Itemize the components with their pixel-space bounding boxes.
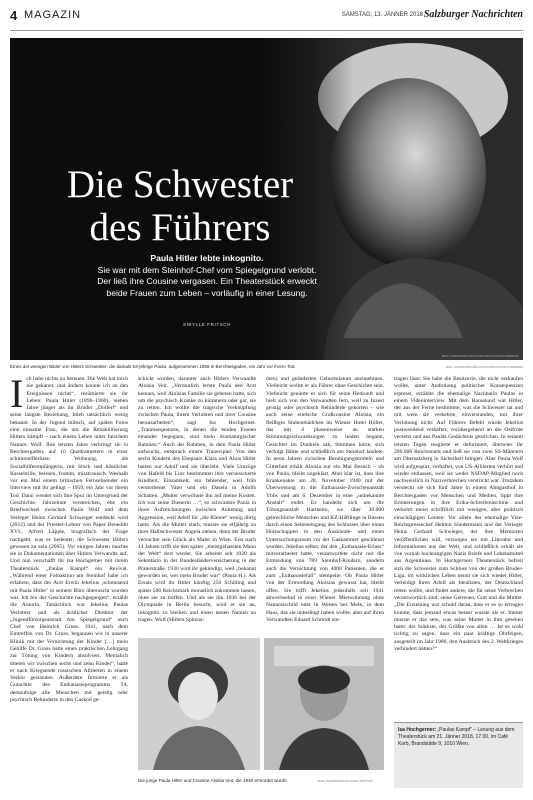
hero-photo-credit: BILD: SN/PRIVATE ARCHIVE/TOPFOTO/PICTUREDESK [441, 354, 519, 358]
column-2-text: schickt wurden, darunter auch Hitlers Verwandte Aloisia Veit. „Vermutlich lernte Paula den Arzt kennen, weil Aloisias Familie sie gebeten hatte, sich um die psychisch Kranke zu kümmern oder gar, sie zu retten. Ich wollte die tragische Verknüpfung zwischen Paula, ihrem Verlobten und ihrer Cousine herausarbeiten“, sagt Isa Hochgerner. „Traumsequenzen, in denen die beiden Frauen einander begegnen, sind mein dramaturgischer Rahmen.“ Auch der Rahmen, in dem Paula Hitler aufwuchs, entsprach einem Trauerspiel: Von den sechs Kindern des Ehepaars Klara und Alois Hitler hatten nur Adolf und sie überlebt. Viele Umzüge von Hafeld bis Linz bestimmten ihre verunsicherte Kindheit, Einsamkeit, ein fehlender, weil früh verstorbener Vater und ein Dasein in Adolfs Schatten. „Mutter verwöhnte ihn auf meine Kosten. Ich war seine Dienerin …“, so schwankte Paula in ihren Aufzeichnungen zwischen Anbetung und Aggression, weil Adolf für „die Kleine“ wenig übrig hatte. Als die Mutter starb, musste sie elfjährig zu ihrer Halbschwester Angela ziehen, denn der Bruder versuchte sein Glück als Maler in Wien. Erst nach 14 Jahren trifft sie den später „meistgehassten Mann der Welt“ dort wieder. Sie arbeitet seit 1920 als Sekretärin in der Bundesländerversicherung in der Praterstraße. 1930 wird ihr gekündigt, weil „bekannt geworden ist, wer mein Bruder war“ (Paula H.). Als Ersatz wird ihr Hitler künftig 250 Schilling und später 500 Reichsmark monatlich zukommen lassen, ohne sie zu treffen. Und als sie ihn 1936 bei der Olympiade in Berlin besucht, wird er sie an, inkognito zu bleiben und einen neuen Namen zu tragen: Wolf (Hitlers Spitzna- [138, 376, 256, 623]
article-column-2 [138, 376, 256, 632]
section-name: MAGAZIN [24, 9, 82, 21]
top-photo-credit: BILD: SN/PRIVATE ARCHIVE/TOPFOTO/PICTUREDESK [445, 365, 523, 369]
subheadline [92, 253, 322, 299]
column-4-text: tragen lässt. Sie habe die Besitzerin, die nicht verkaufen wollte, unter Androhung politischer Konsequenzen erpresst, erzählte die ehemalige Nachbarin Paulas in einem Videointerview. Mit dem Hausskauf war Hitler, der aus der Ferne bestimmte, was die Schwester tat und mit wem sie verkehrte, einverstanden, mit ihrer Verlobung nicht: Auf Führers Befehl wurde Jekelius postwendend verhaftet, vorübergehend an die Ostfront versetzt und aus Paulas Gedächtnis gestrichen. In seinem letzten Tagen reagierte er deformiert, überwies ihr 200.000 Reichsmark und ließ sie von zwei SS-Männern am Obersalzberg in Sicherheit bringen. Aber Paula Wolf wird aufgespürt, verhaftet, von US-Alliierten verhört und wieder entlassen, weil sie weder NSDAP-Mitglied noch nachweislich in Naziverbrechen verstrickt war. Trotzdem versteckt sie sich fünf Jahre in einem Almgasthof in Berchtesgaden vor Menschen und Medien, tippt ihre Erinnerungen in ihre Erika-Schreibmaschine und verkehrt meist schriftlich mit wenigen, aber politisch einschlägigen Leuten: Vor allem der ehemalige Vize-Reichspressechef Helmut Sündermann und der Verleger Heinz Gerhard Schwieger, der ihre Memoiren veröffentlichen will, versorgen sie mit Literatur und Informationen aus der Welt, und schließlich erhält sie von vornab hochrangigen Nazis Briefe und Lebensmittel aus Argentinien. In Hochgerners Theaterstück befreit sich die Schwester zum Schluss von der großen Bruder-Liga, im wirklichen Leben nennt sie sich wieder Hitler, verteidigt ihren Adolf als Idealisten, der Deutschland retten wollte, und findet andere, die für seine Verbrechen verantwortlich sind: seine Getreuen, Gott und die Mutter. „Die Erziehung war schuld daran, dass er es so ertragen konnte, dass jemand etwas besser wusste als er. Immer musste er das sein, was seine Mutter in ihm gesehen hatte: der Stärkste, der Größte von allen … Ist es wohl richtig zu sagen, dass ein paar kräftige Ohrfeigen, ausgeteilt im Jahr 1900, den Ausbruch des 2. Weltkrieges verhindert hätten?“ [394, 376, 523, 652]
infobox-title: „Paulas Kampf“ [437, 727, 472, 733]
column-3-text: men) und geänderten Geburtsdatum anzunehmen. Vielleicht wollte er als Führer ohne Geschichte sein. Vielleicht genierte er sich für seine Herkunft und hielt sich von den Verwandten fern, weil zu Inzest geistig oder psychisch Behinderte gehörten – wie auch seine eitelsche Großcousine Aloisia, ein fleißiges Stubenmädchen im Wiener Hotel Höller, das mit 4 phasenweise an starken Stimmungsschwankungen zu leiden begann, Gesichter im Dunkeln sah, Stimmen hörte, sich verfolgt fühlte und schließlich am Steinhof landete. In neun Jahren zwischen Beruhigungsmitteln und Gitterbett erhält Aloisia nur ein Mal Besuch – ob von Paula, bleibt ungeklärt. Aber klar ist, dass ihre Krankenakte am 28. November 1940 mit der Überweisung in die Euthanasie-Zwischenanstalt Ybbs und am 6. Dezember in eine „unbekannte Anstalt“ endet. Es handelte sich um die Tötungsanstalt Hartheim, wo über 30.000 gebrechliche Menschen und KZ-Häftlinge in Bussen durch einen Seiteneingang des Schlosses über einen Holzschuppen in den Auskleide- und einen Untersuchungsraum vor der Gaskammer geschleust wurden. Jekelius selbst, der den „Euthanasie-Erlass“ mitverarbeitet hatte, verantwortete nicht nur die Ermordung von 789 Steinhof-Kindern, sondern auch die Vernichtung von 4000 Patienten, die er zum „Euthanasiefall“ stempelte. Ob Paula Hitler von der Ermordung Aloisias gewusst hat, bleibt offen. Sie trifft Jekelius jedenfalls seit 1941 abwechselnd in einer Wiener Mietwohnung ohne Namensschild oder in Weiten bei Melk, in dem Haus, das sie unbedingt haben wollte, aber auf ihren Verwandten Eduard Schmidt ein- [266, 376, 384, 623]
drop-cap: I [10, 376, 24, 416]
photo-caption: Die junge Paula Hitler und Cousine Aloisia Veit, die 1940 ermordet wurde. [138, 778, 288, 783]
event-infobox [394, 722, 523, 788]
bottom-photo-credit: BILD: SN/PRIVATE ARCHIVE, TWITTER [318, 779, 373, 783]
hero-caption: Eines der wenigen Bilder von Hitlers Schwester: die damals 63-jährige Paula, aufgenommen 1959 in Berchtesgaden, ein Jahr vor ihrem Tod. [10, 364, 296, 369]
infobox-label: Isa Hochgerner: [398, 727, 437, 733]
article-column-1 [10, 376, 128, 788]
page-number: 4 [10, 8, 18, 23]
newspaper-logo: Salzburger Nachrichten [423, 9, 523, 20]
author-byline: SIBYLLE FRITSCH [182, 322, 231, 327]
article-column-4 [394, 376, 523, 716]
hero-image [10, 38, 523, 360]
photo-pair [138, 638, 384, 778]
infobox-text: – Lesung aus dem Theaterstück am 21. Jänner 2018, 17.00, im Café Korb, Brandstätte 9, 1010 Wien. [398, 727, 515, 747]
aloisia-veit-photo [264, 638, 384, 770]
headline: Die Schwester des Führers [66, 163, 294, 249]
page-header [10, 8, 523, 31]
subhead-text: Sie war mit dem Steinhof-Chef vom Spiegelgrund verlobt. Der ließ ihre Cousine vergasen. Ein Theaterstück erweckt beide Frauen zum Leben – vorläufig in einer Lesung. [97, 264, 317, 298]
subhead-bold: Paula Hitler lebte inkognito. [150, 253, 264, 263]
article-column-3 [266, 376, 384, 632]
column-1-text: ch habe nichts zu bereuen. Die Welt hat mich nie gekannt, und ändern konnte ich an den Ereignissen nichts“, resümierte sie ihr Leben: Paula Hitler (1896–1960), sieben Jahre jünger als ihr Bruder „Dolferl“ und seine längste Beziehung, blieb tatsächlich wenig bekannt. In der Jugend hübsch, auf späten Fotos eine einsame Frau, die um die Rehabilitierung Hitlers kämpft – nach einem Leben unter falschem Namen: Wolf. Ihre letzten Jahre verbringt sie in Berchtesgaden, auf 16 Quadratmetern in einer schimmelfleckten Wohnung, als Sozialhilfeempfängerin, mit Stock und hässlicher Kassebrille, belesen, fromm, misstrauisch. Weshalb vor ein Mal einem britischen Fernsehsender ein Interview mit ihr gelingt – 1959, ein Jahr vor ihrem Tod. Dann wendet sich ihre Spur im Untergrund der Geschichte. Jahrzehnte verstreichen, ehe ein Briefwechsel zwischen Paula Wolf und dem Verleger Heinz Gerhard Schwieger entdeckt wird (2012) und der Priester-Lehrer von Paper Benedikt XVI., Alfred Läpple, biografisch der Frage nachgeht, was es bedeutet, die Schwester Hitlers gewesen zu sein (2005). Vor einigen Jahren tauchte sie in Dokumentationen über Hitlers Verwandte auf. Und nun verschafft ihr Isa Hochgerner mit ihrem Theaterstück „Paulas Kampf“ ein Revival. „Während einer Fotoaktion am Steinhof habe ich erfahren, dass der Arzt Erwin Jekelius ‚schmusend mit Paula Hitler‘ in seinem Büro überrascht worden war. Ich bin der Geschichte nachgegangen“, erzählt die Autorin. Tatsächlich war Jekelius Paulas Verlobter und als ärztlicher Direktor der „Jugendfürsorgeanstalt Am Spiegelgrund“ auch Chef von Heinrich Gross. 1941, nach dem Eintreffen von Dr. Gross, begannen wir in unserer Klinik mit der Vernichtung der Kinder […] mein Gehilfe Dr. Gross hatte einen praktischen Lehrgang zur Tötung von Kindern absolviert. Mentalich töteten wir zwischen sechs und zehn Kinder“, hatte er nach Kriegsende russischen Alliierten in einem Verhör gestanden. Außerdem firmierte er als Gutachter des Euthanasieprogramms T4, demzufolge alle Menschen mit geistig oder psychisch Behinderte in den Gaskod ge- [10, 376, 128, 704]
issue-date: SAMSTAG, 13. JÄNNER 2018 [341, 12, 423, 18]
young-paula-photo [138, 638, 260, 770]
